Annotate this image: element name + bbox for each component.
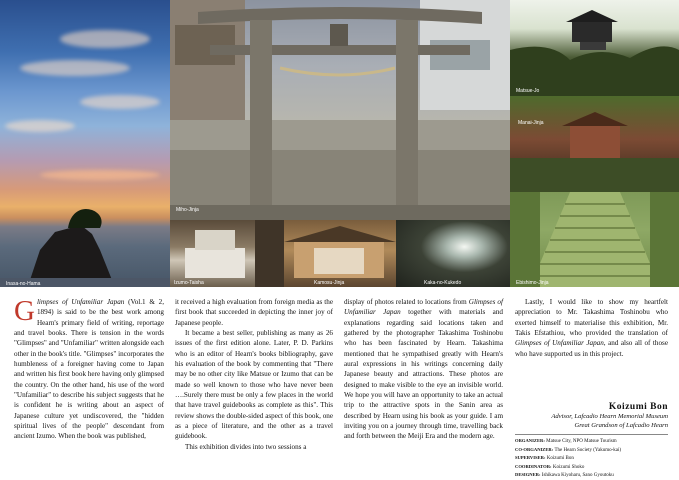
caption-izumo: Izumo-Taisha <box>174 280 204 286</box>
paragraph-text: (Vol.1 & 2, 1894) is said to be the best work among Hearn's primary field of writing, reportage and travel books. There is tension in the words "Glimpses" and "Unfamiliar" written alongside each other in the book's title. "Glimpses" incorporates the humbleness of a foreigner having come to Japan and written his first book here having only glimpsed the country. On the other hand, his use of the word "Unfamiliar" to describe his subject suggests that he is confident he is writing about an aspect of Japanese culture yet undiscovered, the "hidden spiritual lives of the people" descendant from ancient Izumo. When the book was published, <box>14 298 164 441</box>
signature-name: Koizumi Bon <box>608 402 668 412</box>
paragraph-text: Lastly, I would like to show my heartfelt appreciation to Mr. Takashima Toshinobu who exerted himself to materialise this exhibition, Mr. Takis Efstathiou, who provided the translation of <box>515 298 668 338</box>
credit-key: DESIGNER: <box>515 472 541 477</box>
book-title: Glimpses of Unfamiliar Japan <box>515 339 604 348</box>
signature-role-1: Advisor, Lafcadio Hearn Memorial Museum <box>551 413 668 420</box>
credit-row <box>515 437 668 446</box>
signature-block <box>515 402 668 430</box>
photo-matsue-jo <box>510 0 679 96</box>
credit-row <box>515 454 668 463</box>
photo-manai-jinja <box>510 96 679 192</box>
photo-kamosu-jinja <box>284 220 396 287</box>
credit-value: Matsue City, NPO Matsue Tourism <box>546 439 617 444</box>
paragraph-text: together with materials and explanations regarding said locations taken and gathered by the photographer Takashima Toshinobu who has been fascinated by Hearn. Takashima mentioned that he sympathised greatly with Hearn's aural expressions in his writings concerning daily Japanese beauty and attractions. These photos are designed to make visible to the eye an invisible world. We hope you will have an opportunity to take an actual trip to the attractive spots in the Sanin area as described by Hearn using his book as your guide. I am inviting you on a journey through time, travelling back and forth between the Meiji Era and the modern age. <box>344 308 503 441</box>
credit-key: ORGANIZER: <box>515 438 545 443</box>
castle-graphic <box>510 0 679 96</box>
caption-manai: Manai-Jinja <box>518 120 544 126</box>
credit-value: Ishikawa Kiyoharu, Sano Gyoutoku <box>541 473 614 478</box>
paragraph-text: it received a high evaluation from foreign media as the first book that succeeded in depicting the inner joy of Japanese people. <box>175 298 333 327</box>
credit-value: Koizumi Bon <box>546 456 574 461</box>
credits-block <box>515 434 668 480</box>
photo-ebishimo-jinja <box>510 192 679 287</box>
forest-shrine-graphic <box>510 96 679 192</box>
drop-cap: G <box>14 295 35 327</box>
text-column-1 <box>14 297 164 442</box>
book-title: limpses of Unfamiliar Japan <box>36 298 125 306</box>
photo-miho-jinja <box>170 0 510 220</box>
credit-row <box>515 446 668 455</box>
credit-value: The Hearn Society (Yakumo-kai) <box>554 447 622 453</box>
caption-kamosu: Kamosu-Jinja <box>314 280 345 286</box>
caption-inasa: Inasa-no-Hama <box>6 281 41 287</box>
caption-matsue: Matsue-Jo <box>516 88 540 94</box>
text-column-4 <box>515 297 668 359</box>
text-column-2 <box>175 297 333 452</box>
photo-kaka-no-kukedo <box>396 220 510 287</box>
paragraph-text: It became a best seller, publishing as many as 26 issues of the first edition alone. Later, P. D. Parkins who is an editor of Hearn's books bibliography, gave his evaluation of the book by commenting that "There may be no other city like Matsue or Izumo that can be made so well known to those who have never been ….Surely there must be only a few places in the world that have travel guidebooks as complete as this". This review shows the double-sided aspect of this book, one as a piece of literature, and the other as a travel guidebook. <box>175 329 333 441</box>
wooden-shrine-graphic <box>284 220 396 287</box>
paragraph-text: , and also all of those who have supported us in this project. <box>515 339 668 358</box>
credit-value: Koizumi Shoko <box>552 464 585 470</box>
signature-role-2: Great Grandson of Lafcadio Hearn <box>574 422 668 429</box>
credit-row <box>515 471 668 480</box>
paragraph-text: display of photos related to locations from <box>344 298 469 306</box>
credit-key: SUPERVISER: <box>515 455 546 460</box>
mossy-steps-graphic <box>510 192 679 287</box>
credit-key: COORDINATOR: <box>515 463 552 469</box>
rock-island-graphic <box>0 0 170 287</box>
shrine-offerings-graphic <box>170 220 284 287</box>
caption-miho: Miho-Jinja <box>176 207 199 213</box>
paragraph-text: This exhibition divides into two sessions a <box>185 442 307 451</box>
credit-row <box>515 463 668 472</box>
credit-key: CO-ORGANIZER: <box>515 446 554 452</box>
caption-kaka: Kaka-no-Kukedo <box>424 280 462 286</box>
caption-ebishimo: Ebishimo-Jinja <box>516 280 549 286</box>
torii-gate-graphic <box>170 0 510 220</box>
text-column-3 <box>344 297 503 442</box>
photo-izumo-taisha <box>170 220 284 287</box>
book-title: Glimpses of Unfamiliar Japan <box>344 298 503 317</box>
photo-inasa-no-hama <box>0 0 170 287</box>
